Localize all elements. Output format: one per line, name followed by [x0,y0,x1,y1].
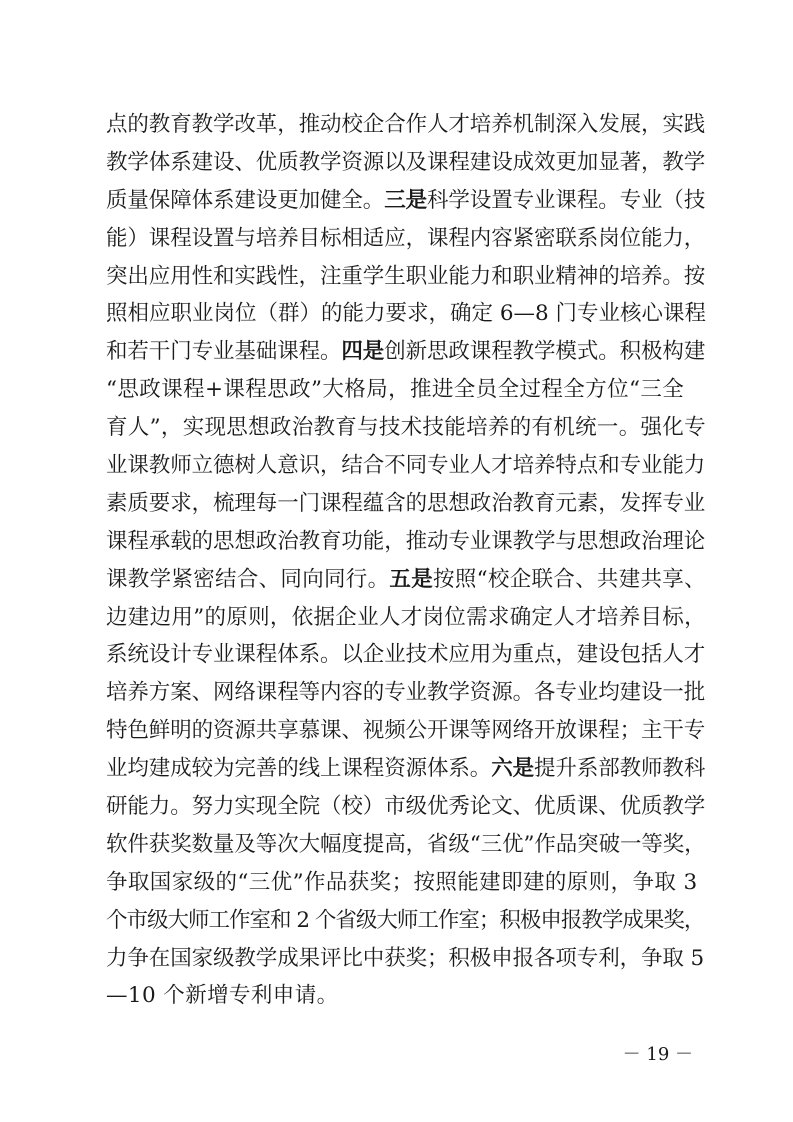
text-segment: “思政课程+课程思政”大格局，推进全员全过程全方位“三全 [106,377,685,403]
page-number: － 19 － [622,1044,693,1065]
text-segment: 边建边用”的原则，依据企业人才岗位需求确定人才培养目标， [106,604,706,630]
text-line [106,333,706,371]
text-line [106,750,706,788]
text-segment: 素质要求，梳理每一门课程蕴含的思想政治教育元素，发挥专业 [106,490,706,516]
text-segment: 教学体系建设、优质教学资源以及课程建设成效更加显著，教学 [106,149,706,175]
text-segment: 按照“校企联合、共建共享、 [433,566,706,592]
text-line [106,826,706,864]
text-line [106,864,706,902]
text-segment: 研能力。努力实现全院（校）市级优秀论文、优质课、优质教学 [106,794,706,820]
text-segment: 争取国家级的“三优”作品获奖；按照能建即建的原则，争取 3 [106,869,698,895]
text-segment: 提升系部教师教科 [534,756,706,782]
text-line [106,371,706,409]
text-segment: 照相应职业岗位（群）的能力要求，确定 6—8 门专业核心课程 [106,301,707,327]
text-segment: 和若干门专业基础课程。 [106,339,342,365]
text-line [106,712,706,750]
text-line [106,940,706,978]
text-segment: 特色鲜明的资源共享慕课、视频公开课等网络开放课程；主干专 [106,718,706,744]
text-line [106,409,706,447]
text-line [106,106,706,144]
text-line [106,258,706,296]
text-line [106,674,706,712]
text-segment: 育人”，实现思想政治教育与技术技能培养的有机统一。强化专 [106,415,706,441]
text-line [106,902,706,940]
text-segment: 业均建成较为完善的线上课程资源体系。 [106,756,492,782]
text-segment: 软件获奖数量及等次大幅度提高，省级“三优”作品突破一等奖， [106,831,706,857]
text-segment: 力争在国家级教学成果评比中获奖；积极申报各项专利，争取 5 [106,945,705,971]
bold-lead-phrase: 三是 [384,187,428,213]
text-line [106,636,706,674]
text-segment: 创新思政课程教学模式。积极构建 [384,339,706,365]
text-line [106,447,706,485]
text-segment: 课程承载的思想政治教育功能，推动专业课教学与思想政治理论 [106,528,706,554]
bold-lead-phrase: 六是 [491,756,535,782]
text-line [106,977,706,1015]
text-segment: 培养方案、网络课程等内容的专业教学资源。各专业均建设一批 [106,680,706,706]
body-paragraph [106,106,706,1015]
text-line [106,485,706,523]
text-line [106,788,706,826]
text-segment: 科学设置专业课程。专业（技 [427,187,706,213]
text-segment: 系统设计专业课程体系。以企业技术应用为重点，建设包括人才 [106,642,706,668]
text-segment: 课教学紧密结合、同向同行。 [106,566,390,592]
text-line [106,523,706,561]
bold-lead-phrase: 五是 [389,566,434,592]
text-segment: —10 个新增专利申请。 [106,983,339,1009]
text-segment: 业课教师立德树人意识，结合不同专业人才培养特点和专业能力 [106,453,706,479]
text-segment: 个市级大师工作室和 2 个省级大师工作室；积极申报教学成果奖， [106,907,705,933]
text-segment: 点的教育教学改革，推动校企合作人才培养机制深入发展，实践 [106,112,706,137]
text-line [106,144,706,182]
text-line [106,561,706,599]
text-line [106,295,706,333]
text-line [106,182,706,220]
text-segment: 质量保障体系建设更加健全。 [106,187,385,213]
text-line [106,220,706,258]
bold-lead-phrase: 四是 [341,339,385,365]
text-segment: 突出应用性和实践性，注重学生职业能力和职业精神的培养。按 [106,263,706,289]
text-line [106,599,706,637]
text-segment: 能）课程设置与培养目标相适应，课程内容紧密联系岗位能力， [106,225,706,251]
